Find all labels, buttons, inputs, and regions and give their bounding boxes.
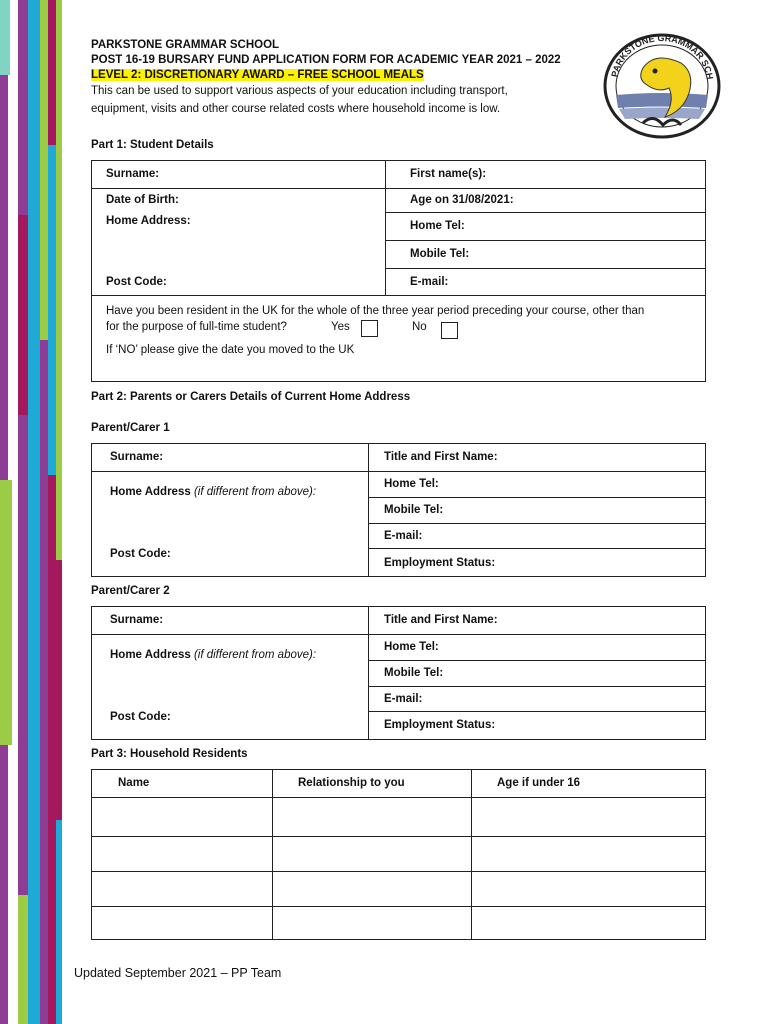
carer2-home-tel-field[interactable]: Home Tel: <box>384 641 439 653</box>
student-details-table <box>91 160 706 296</box>
student-mobile-tel-field[interactable]: Mobile Tel: <box>410 248 470 260</box>
part1-title: Part 1: Student Details <box>91 139 214 151</box>
carer2-email-field[interactable]: E-mail: <box>384 693 423 705</box>
carer2-heading: Parent/Carer 2 <box>91 585 170 597</box>
logo-text: PARKSTONE GRAMMAR SCH <box>609 33 715 81</box>
resident-row-3[interactable] <box>92 872 272 906</box>
carer2-title-name-field[interactable]: Title and First Name: <box>384 614 498 626</box>
student-dob-field[interactable]: Date of Birth: <box>106 194 179 206</box>
carer1-email-field[interactable]: E-mail: <box>384 530 423 542</box>
intro-text-line2: equipment, visits and other course related costs where household income is low. <box>91 103 501 115</box>
column-header-name: Name <box>118 777 150 789</box>
resident-row-4[interactable] <box>92 907 272 939</box>
carer2-surname-field[interactable]: Surname: <box>110 614 164 626</box>
carer1-title-name-field[interactable]: Title and First Name: <box>384 451 498 463</box>
carer1-home-address-field[interactable]: Home Address (if different from above): <box>110 486 317 498</box>
carer1-mobile-tel-field[interactable]: Mobile Tel: <box>384 504 444 516</box>
moved-date-field[interactable]: If ‘NO’ please give the date you moved to the UK <box>106 344 355 356</box>
no-checkbox[interactable] <box>441 322 458 339</box>
carer1-employment-field[interactable]: Employment Status: <box>384 557 496 569</box>
school-logo <box>603 33 721 139</box>
student-email-field[interactable]: E-mail: <box>410 276 449 288</box>
part2-title: Part 2: Parents or Carers Details of Current Home Address <box>91 391 411 403</box>
level-title: LEVEL 2: DISCRETIONARY AWARD – FREE SCHOOL MEALS <box>91 69 424 81</box>
intro-text-line1: This can be used to support various aspects of your education including transport, <box>91 85 508 97</box>
student-first-names-field[interactable]: First name(s): <box>410 168 487 180</box>
column-header-relationship: Relationship to you <box>298 777 405 789</box>
student-surname-field[interactable]: Surname: <box>106 168 160 180</box>
carer1-home-tel-field[interactable]: Home Tel: <box>384 478 439 490</box>
yes-label: Yes <box>331 321 350 333</box>
student-home-tel-field[interactable]: Home Tel: <box>410 220 465 232</box>
carer2-post-code-field[interactable]: Post Code: <box>110 711 171 723</box>
residency-question-line2: for the purpose of full-time student? <box>106 321 287 333</box>
carer2-employment-field[interactable]: Employment Status: <box>384 719 496 731</box>
residency-question-line1: Have you been resident in the UK for the whole of the three year period preceding your course, other than <box>106 305 645 317</box>
carer1-post-code-field[interactable]: Post Code: <box>110 548 171 560</box>
no-label: No <box>412 321 427 333</box>
student-home-address-field[interactable]: Home Address: <box>106 215 191 227</box>
yes-checkbox[interactable] <box>361 320 378 337</box>
resident-row-2[interactable] <box>92 837 272 871</box>
footer-text: Updated September 2021 – PP Team <box>74 966 282 980</box>
carer2-home-address-field[interactable]: Home Address (if different from above): <box>110 649 317 661</box>
student-age-field[interactable]: Age on 31/08/2021: <box>410 194 514 206</box>
carer2-mobile-tel-field[interactable]: Mobile Tel: <box>384 667 444 679</box>
form-title: POST 16-19 BURSARY FUND APPLICATION FORM FOR ACADEMIC YEAR 2021 – 2022 <box>91 54 561 66</box>
school-name: PARKSTONE GRAMMAR SCHOOL <box>91 39 280 51</box>
carer1-surname-field[interactable]: Surname: <box>110 451 164 463</box>
part3-title: Part 3: Household Residents <box>91 748 248 760</box>
resident-row-1[interactable] <box>92 798 272 836</box>
column-header-age: Age if under 16 <box>497 777 581 789</box>
student-post-code-field[interactable]: Post Code: <box>106 276 167 288</box>
carer1-heading: Parent/Carer 1 <box>91 422 170 434</box>
